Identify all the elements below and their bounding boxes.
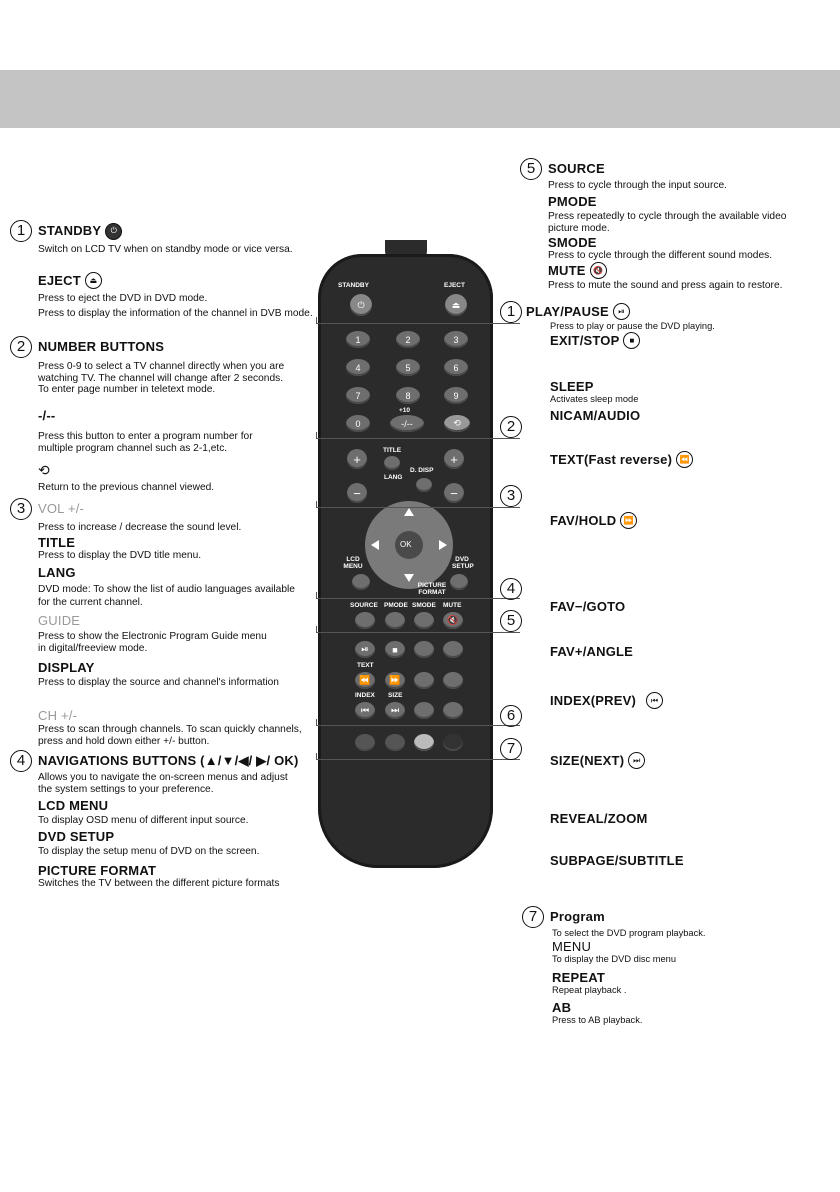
leader-line [316,759,520,760]
leader-tick [316,753,317,759]
sleep-section [550,379,638,406]
remote-smode-button [414,612,434,629]
number-title: NUMBER BUTTONS [38,339,165,355]
remote-reveal-button [414,702,434,719]
remote-eject-icon: ⏏ [445,294,467,316]
ab-desc: Press to AB playback. [552,1015,643,1025]
leader-line [316,598,520,599]
program-title: Program [550,909,605,925]
smode-section [548,235,833,262]
callout-number: 5 [500,610,522,632]
remote-text-label: TEXT [357,662,374,669]
lang-title: LANG [38,565,76,580]
remote-digit-button: 6 [444,359,468,376]
play-section [522,303,822,333]
remote-digit-button: 1 [346,331,370,348]
remote-dvdsetup-label: DVD SETUP [452,556,474,570]
lcdmenu-desc: To display OSD menu of different input source. [38,815,249,826]
ab-title: AB [552,1000,572,1015]
callout-number: 2 [10,336,32,358]
remote-ddisp-button [416,478,432,492]
eject-desc2: Press to display the information of the channel in DVB mode. [38,307,313,319]
callout-number: 6 [500,705,522,727]
remote-pmode-button [385,612,405,629]
leader-line [316,438,520,439]
remote-digit-button: 7 [346,387,370,404]
remote-rewind-icon: ⏪ [355,672,375,689]
display-section [38,660,298,689]
leader-line [316,323,520,324]
eject-title: EJECT [38,273,81,288]
callout-number: 3 [10,498,32,520]
pmode-section [548,194,818,234]
remote-smode-label: SMODE [412,602,436,609]
remote-ok-label: OK [400,540,412,549]
guide-desc: Press to show the Electronic Program Guide menu in digital/freeview mode. [38,631,267,654]
smode-desc: Press to cycle through the different sound modes. [548,250,773,261]
display-desc: Press to display the source and channel's information [38,677,279,688]
title-title: TITLE [38,535,76,550]
source-section [520,158,820,192]
leader-tick [316,592,317,598]
leader-tick [316,719,317,725]
size-section [550,752,645,770]
remote-source-label: SOURCE [350,602,378,609]
callout-number: 7 [500,738,522,760]
eject-desc1: Press to eject the DVD in DVD mode. [38,293,208,304]
nav-title: NAVIGATIONS BUTTONS (▲/▼/◀/ ▶/ OK) [38,753,299,769]
remote-forward-icon: ⏩ [385,672,405,689]
remote-digit-button: 5 [396,359,420,376]
favminus-title: FAV−/GOTO [550,599,626,614]
vol-title: VOL +/- [38,501,85,517]
standby-section [10,220,310,256]
guide-section [38,613,268,654]
favplus-title: FAV+/ANGLE [550,644,634,659]
remote-goto-button [414,672,434,689]
remote-angle-button [443,672,463,689]
eject-section [38,272,318,319]
remote-mute-icon: 🔇 [443,612,463,629]
remote-sleep-button [414,641,434,658]
fast-reverse-icon: ⏪ [676,451,693,468]
index-section [550,692,663,710]
repeat-desc: Repeat playback . [552,985,627,995]
remote-vol-minus: − [347,483,367,503]
remote-ddisp-label: D. DISP [410,467,434,474]
leader-tick [316,626,317,632]
lcdmenu-section [38,798,308,827]
callout-number: 7 [522,906,544,928]
remote-menu-button [385,734,405,751]
text-section [550,451,693,469]
remote-pmode-label: PMODE [384,602,408,609]
standby-title: STANDBY [38,223,102,239]
index-title: INDEX(PREV) [550,693,636,708]
remote-digit-button: 0 [346,415,370,432]
play-desc: Press to play or pause the DVD playing. [550,321,715,331]
exit-title: EXIT/STOP [550,333,620,348]
remote-mute-label: MUTE [443,602,462,609]
callout-number: 2 [500,416,522,438]
dvdsetup-desc: To display the setup menu of DVD on the screen. [38,846,260,857]
remote-subpage-button [443,702,463,719]
remote-standby-label: STANDBY [338,282,369,289]
fav-title: FAV/HOLD [550,513,617,528]
remote-prev-icon: ⏮ [355,702,375,719]
leader-line [316,507,520,508]
remote-digit-button: 9 [444,387,468,404]
fav-section [550,512,637,530]
nav-desc: Allows you to navigate the on-screen menus and adjust the system settings to your preference. [38,772,288,795]
remote-digit-button: 4 [346,359,370,376]
leader-tick [316,432,317,438]
subpage-title: SUBPAGE/SUBTITLE [550,853,684,868]
number-desc2: To enter page number in teletext mode. [38,384,216,395]
program-desc: To select the DVD program playback. [552,928,706,938]
dash-section [38,407,288,454]
title-desc: Press to display the DVD title menu. [38,550,202,561]
ch-desc: Press to scan through channels. To scan quickly channels, press and hold down either +/- button. [38,724,302,747]
source-title: SOURCE [548,161,605,177]
mute-title: MUTE [548,263,586,278]
callout-number: 1 [500,301,522,323]
lcdmenu-title: LCD MENU [38,798,109,813]
picformat-desc: Switches the TV between the different picture formats [38,878,280,889]
reveal-title: REVEAL/ZOOM [550,811,648,826]
play-title: PLAY/PAUSE [526,304,609,319]
remote-dvdsetup-button [450,574,468,590]
number-desc: Press 0-9 to select a TV channel directly when you are watching TV. The channel will change after 2 seconds. [38,361,285,384]
callout-number: 5 [520,158,542,180]
remote-digit-button: 2 [396,331,420,348]
picformat-section [38,863,338,890]
menu-desc: To display the DVD disc menu [552,954,677,964]
power-icon: ⏻ [105,223,122,240]
recall-section [38,462,308,494]
remote-play-icon: ⏯ [355,641,375,658]
remote-lcdmenu-button [352,574,370,590]
repeat-section [552,970,626,997]
dash-desc: Press this button to enter a program number for multiple program channel such as 2-1,etc. [38,431,253,454]
remote-ch-minus: − [444,483,464,503]
sleep-desc: Activates sleep mode [550,394,639,404]
remote-stop-icon: ■ [385,641,405,658]
remote-ab-button [443,734,463,751]
pmode-desc: Press repeatedly to cycle through the available video picture mode. [548,211,787,234]
stop-icon: ■ [623,332,640,349]
remote-index-label: INDEX [355,692,375,699]
leader-line [316,725,520,726]
picformat-title: PICTURE FORMAT [38,863,157,878]
ab-section [552,1000,642,1027]
remote-dash-button: -/-- [390,415,424,432]
source-desc: Press to cycle through the input source. [548,180,727,191]
program-section [522,906,822,940]
callout-number: 1 [10,220,32,242]
fast-forward-icon: ⏩ [620,512,637,529]
recall-icon: ⟲ [38,462,50,478]
recall-desc: Return to the previous channel viewed. [38,482,215,493]
remote-source-button [355,612,375,629]
leader-tick [316,501,317,507]
pmode-title: PMODE [548,194,597,209]
nav-section [10,750,310,795]
remote-lang-label: LANG [384,474,403,481]
remote-title-button [384,456,400,470]
ch-section [38,708,308,747]
dvdsetup-section [38,829,318,858]
remote-plus10-label: +10 [399,407,411,414]
remote-digit-button: 3 [444,331,468,348]
guide-title: GUIDE [38,613,81,628]
remote-title-label: TITLE [383,447,402,454]
remote-recall-icon: ⟲ [444,415,470,432]
mute-desc: Press to mute the sound and press again to restore. [548,280,783,291]
remote-size-label: SIZE [388,692,403,699]
remote-program-button [355,734,375,751]
remote-repeat-button [414,734,434,751]
remote-vol-plus: + [347,449,367,469]
remote-ch-plus: + [444,449,464,469]
remote-power-icon: ⏻ [350,294,372,316]
repeat-title: REPEAT [552,970,605,985]
callout-number: 3 [500,485,522,507]
vol-section [10,498,310,534]
text-title: TEXT(Fast reverse) [550,452,673,467]
smode-title: SMODE [548,235,597,250]
prev-icon: ⏮ [646,692,663,709]
title-section [38,535,308,562]
mute-icon: 🔇 [590,262,607,279]
standby-desc: Switch on LCD TV when on standby mode or vice versa. [38,244,293,255]
eject-icon: ⏏ [85,272,102,289]
remote-digit-button: 8 [396,387,420,404]
number-section [10,336,310,396]
remote-lcdmenu-label: LCD MENU [343,556,363,570]
play-pause-icon: ⏯ [613,303,630,320]
size-title: SIZE(NEXT) [550,753,625,768]
display-title: DISPLAY [38,660,95,675]
leader-tick [316,317,317,323]
dash-title: -/-- [38,408,56,423]
exit-section [550,332,640,350]
callout-number: 4 [10,750,32,772]
remote-eject-label: EJECT [444,282,465,289]
lang-section [38,565,308,609]
leader-line [316,632,520,633]
menu-section [552,939,676,966]
lang-desc: DVD mode: To show the list of audio languages available for the current channel. [38,584,295,608]
vol-desc: Press to increase / decrease the sound level. [38,522,242,533]
header-banner [0,70,840,128]
ch-title: CH +/- [38,708,78,723]
remote-audio-button [443,641,463,658]
remote-next-icon: ⏭ [385,702,405,719]
next-icon: ⏭ [628,752,645,769]
sleep-title: SLEEP [550,379,594,394]
mute-section [548,262,808,292]
callout-number: 4 [500,578,522,600]
nicam-title: NICAM/AUDIO [550,408,641,423]
dvdsetup-title: DVD SETUP [38,829,115,844]
menu-title: MENU [552,939,592,954]
remote-picformat-label: PICTURE FORMAT [417,582,447,596]
